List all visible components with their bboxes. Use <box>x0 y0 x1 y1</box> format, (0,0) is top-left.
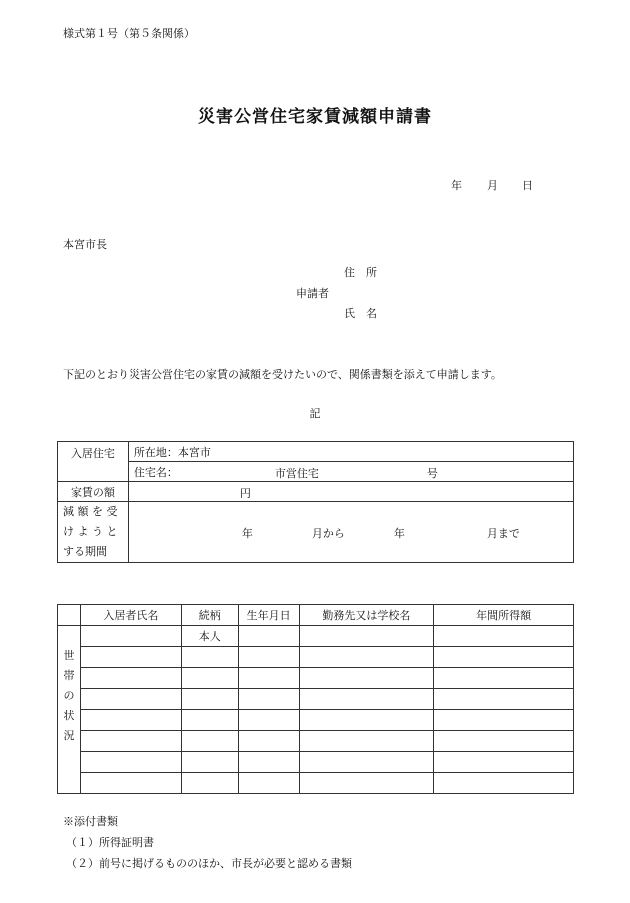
period-cell[interactable] <box>128 502 573 563</box>
name-cell[interactable] <box>80 668 181 689</box>
table-row <box>58 731 574 752</box>
workplace-cell[interactable] <box>299 752 434 773</box>
side-char: 況 <box>63 729 75 742</box>
attachments-title: ※添付書類 <box>63 815 118 828</box>
table-row <box>58 689 574 710</box>
period-label-line-3: する期間 <box>63 545 107 558</box>
income-cell[interactable] <box>434 626 574 647</box>
household-side-label <box>58 626 81 794</box>
relation-cell[interactable]: 本人 <box>181 626 238 647</box>
table-row <box>58 773 574 794</box>
income-cell[interactable] <box>434 647 574 668</box>
birthdate-cell[interactable] <box>238 626 299 647</box>
form-title: 災害公営住宅家賃減額申請書 <box>198 107 432 127</box>
birthdate-cell[interactable] <box>238 731 299 752</box>
birthdate-cell[interactable] <box>238 752 299 773</box>
income-cell[interactable] <box>434 773 574 794</box>
period-month-to: 月まで <box>486 527 520 540</box>
side-char: の <box>63 689 75 702</box>
house-name-cell[interactable] <box>128 462 573 482</box>
side-char: 世 <box>63 649 75 662</box>
relation-cell[interactable] <box>181 773 238 794</box>
workplace-cell[interactable] <box>299 668 434 689</box>
attachment-item-2: （２）前号に掲げるもののほか、市長が必要と認める書類 <box>66 857 352 870</box>
income-cell[interactable] <box>434 689 574 710</box>
income-cell[interactable] <box>434 710 574 731</box>
residence-label: 入居住宅 <box>58 442 129 482</box>
workplace-cell[interactable] <box>299 626 434 647</box>
table-row <box>58 752 574 773</box>
house-type-label: 市営住宅 <box>274 467 319 480</box>
name-cell[interactable] <box>80 689 181 710</box>
period-year-from: 年 <box>241 527 253 540</box>
workplace-cell[interactable] <box>299 731 434 752</box>
ki-label: 記 <box>309 407 321 420</box>
relation-cell[interactable] <box>181 710 238 731</box>
income-cell[interactable] <box>434 731 574 752</box>
period-month-from: 月から <box>311 527 345 540</box>
date-year-label: 年 <box>451 179 462 192</box>
table-row <box>58 710 574 731</box>
side-char: 状 <box>63 709 75 722</box>
attachment-item-1: （１）所得証明書 <box>66 836 154 849</box>
name-cell[interactable] <box>80 752 181 773</box>
workplace-cell[interactable] <box>299 710 434 731</box>
relation-cell[interactable] <box>181 689 238 710</box>
date-month-label: 月 <box>487 179 498 192</box>
table-row <box>58 626 574 647</box>
birthdate-cell[interactable] <box>238 689 299 710</box>
relation-cell[interactable] <box>181 731 238 752</box>
header-workplace: 勤務先又は学校名 <box>299 605 434 626</box>
date-day-label: 日 <box>522 179 533 192</box>
applicant-address-label: 住 所 <box>344 266 377 279</box>
house-number-label: 号 <box>426 467 438 480</box>
residence-table <box>57 441 574 563</box>
yen-label: 円 <box>239 487 251 500</box>
workplace-cell[interactable] <box>299 689 434 710</box>
income-cell[interactable] <box>434 668 574 689</box>
rent-cell[interactable] <box>128 482 573 502</box>
relation-cell[interactable] <box>181 668 238 689</box>
workplace-cell[interactable] <box>299 647 434 668</box>
household-table <box>57 604 574 794</box>
side-char: 帯 <box>63 669 75 682</box>
birthdate-cell[interactable] <box>238 668 299 689</box>
period-label-line-1: 減 額 を 受 <box>63 505 118 518</box>
addressee: 本宮市長 <box>63 238 107 251</box>
header-name: 入居者氏名 <box>80 605 181 626</box>
applicant-name-label: 氏 名 <box>344 307 377 320</box>
birthdate-cell[interactable] <box>238 710 299 731</box>
relation-cell[interactable] <box>181 752 238 773</box>
header-blank <box>58 605 81 626</box>
name-cell[interactable] <box>80 626 181 647</box>
house-name-label: 住宅名： <box>133 465 178 479</box>
birthdate-cell[interactable] <box>238 647 299 668</box>
name-cell[interactable] <box>80 731 181 752</box>
birthdate-cell[interactable] <box>238 773 299 794</box>
header-relation: 続柄 <box>181 605 238 626</box>
name-cell[interactable] <box>80 710 181 731</box>
header-income: 年間所得額 <box>434 605 574 626</box>
name-cell[interactable] <box>80 647 181 668</box>
applicant-label: 申請者 <box>296 287 329 300</box>
income-cell[interactable] <box>434 752 574 773</box>
period-year-to: 年 <box>393 527 405 540</box>
table-row <box>58 668 574 689</box>
table-row <box>58 647 574 668</box>
header-birthdate: 生年月日 <box>238 605 299 626</box>
rent-label: 家賃の額 <box>58 482 129 502</box>
statement: 下記のとおり災害公営住宅の家賃の減額を受けたいので、関係書類を添えて申請します。 <box>63 368 502 381</box>
workplace-cell[interactable] <box>299 773 434 794</box>
period-label <box>58 502 129 563</box>
form-number: 様式第１号（第５条関係） <box>63 27 195 40</box>
location-cell: 所在地：本宮市 <box>128 442 573 462</box>
relation-cell[interactable] <box>181 647 238 668</box>
name-cell[interactable] <box>80 773 181 794</box>
period-label-line-2: け よ う と <box>63 525 118 538</box>
